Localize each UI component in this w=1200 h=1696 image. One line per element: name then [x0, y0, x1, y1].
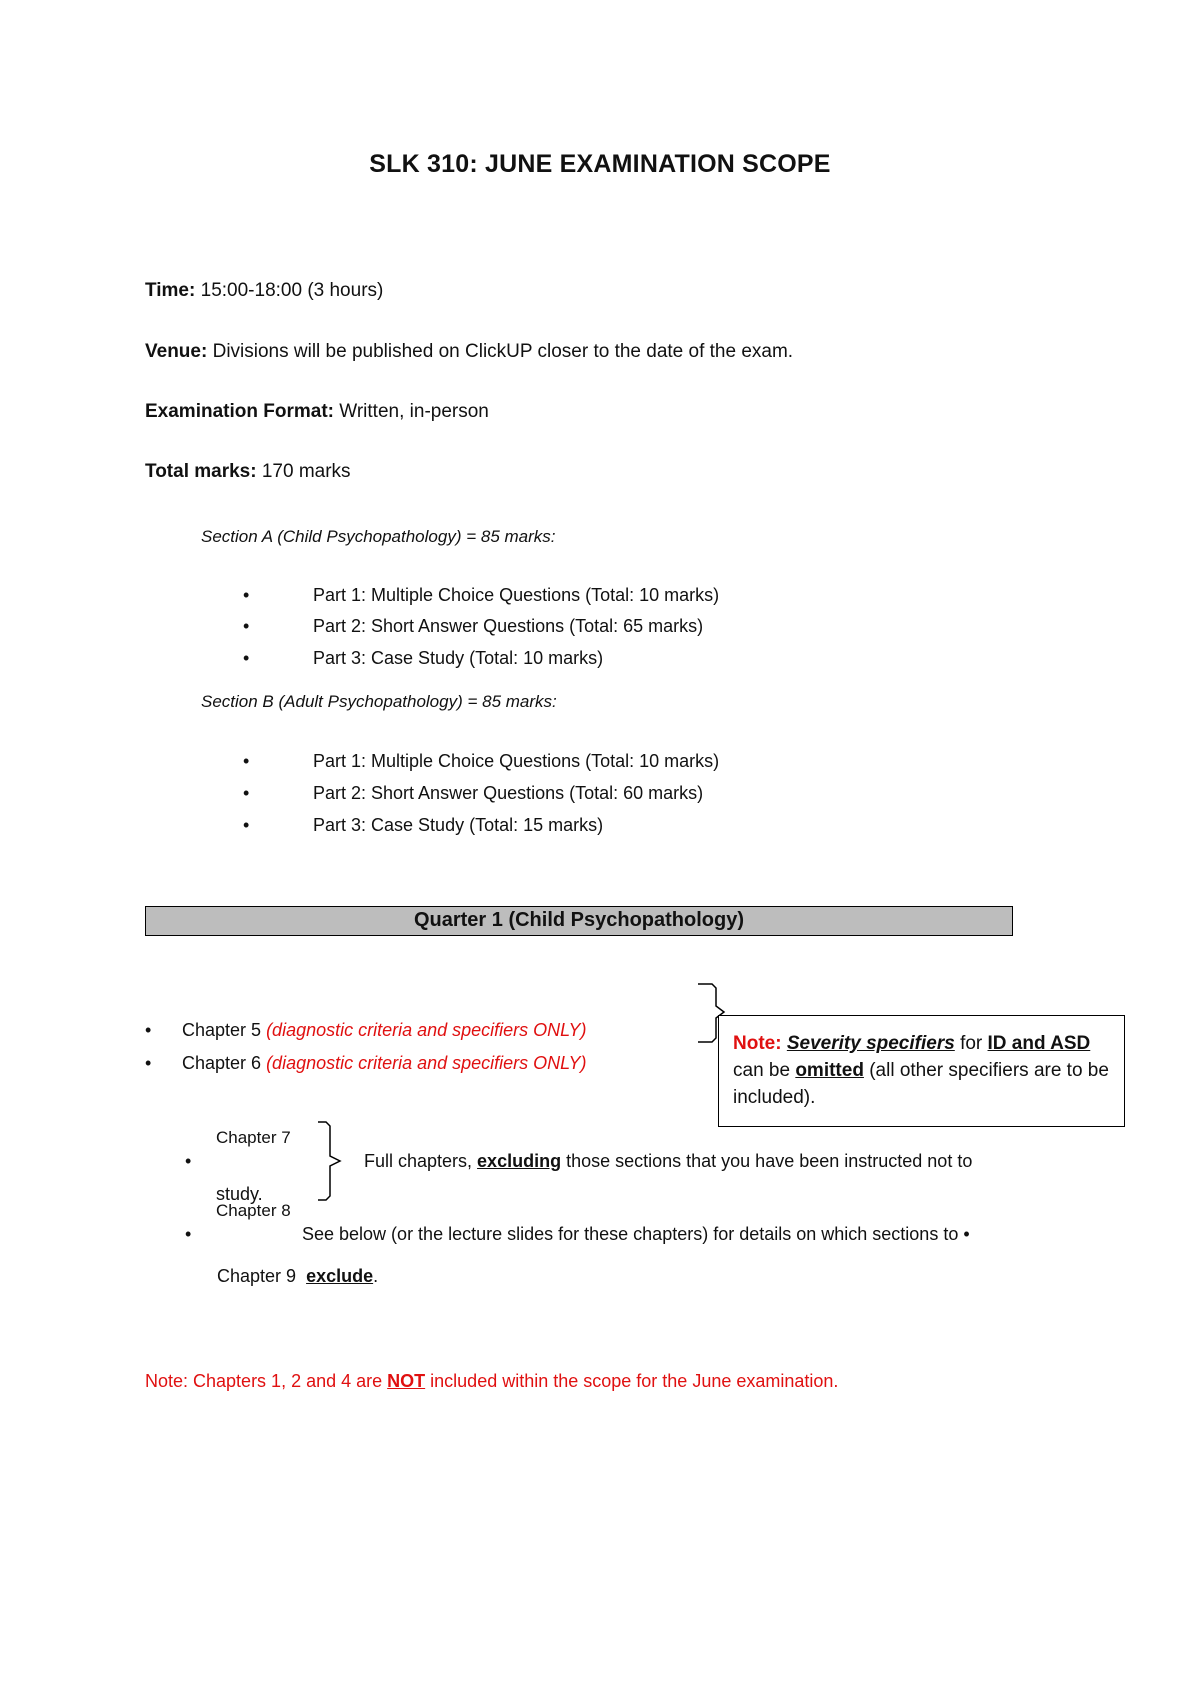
- bottom-note: [145, 1371, 838, 1392]
- omitted-text: omitted: [795, 1060, 864, 1081]
- not-text: NOT: [387, 1371, 426, 1391]
- format-line: [145, 401, 489, 423]
- part-label: Part 2: Short Answer Questions (Total: 60 marks): [313, 783, 704, 803]
- full-chapters-suffix: those sections that you have been instructed not to: [561, 1151, 973, 1171]
- excluding-text: excluding: [477, 1151, 562, 1171]
- section-a-part-3: [243, 648, 603, 669]
- severity-note-box: [718, 1015, 1125, 1127]
- bullet-icon: •: [243, 648, 250, 668]
- note-label: Note:: [733, 1033, 782, 1054]
- bullet-icon: •: [963, 1224, 970, 1244]
- chapter-7-label: Chapter 7: [216, 1128, 291, 1147]
- format-value: Written, in-person: [333, 401, 489, 422]
- part-label: Part 3: Case Study (Total: 10 marks): [313, 648, 604, 668]
- chapter-note: (diagnostic criteria and specifiers ONLY): [266, 1020, 587, 1040]
- chapter-6-item: [145, 1053, 587, 1074]
- can-be-text: can be: [733, 1060, 796, 1081]
- severity-text: Severity specifiers: [786, 1033, 955, 1054]
- section-a-part-2: [243, 616, 703, 637]
- exclude-text: exclude: [306, 1266, 374, 1286]
- for-text: for: [954, 1033, 988, 1054]
- marks-label: Total marks:: [145, 461, 257, 482]
- bullet-icon: •: [185, 1151, 192, 1171]
- bottom-note-suffix: included within the scope for the June examination.: [425, 1371, 839, 1391]
- study-text: study.: [216, 1184, 263, 1204]
- see-below-line: See below (or the lecture slides for these chapters) for details on which sections to: [302, 1224, 959, 1244]
- full-chapters-prefix: Full chapters,: [364, 1151, 478, 1171]
- format-label: Examination Format:: [145, 401, 334, 422]
- chapter-label: Chapter 5: [182, 1020, 267, 1040]
- part-label: Part 3: Case Study (Total: 15 marks): [313, 815, 604, 835]
- time-value: 15:00-18:00 (3 hours): [195, 280, 384, 301]
- time-line: [145, 280, 383, 302]
- part-label: Part 1: Multiple Choice Questions (Total: 10 marks): [313, 751, 720, 771]
- chapter-note: (diagnostic criteria and specifiers ONLY): [266, 1053, 587, 1073]
- marks-value: 170 marks: [256, 461, 351, 482]
- venue-line: [145, 341, 793, 363]
- bullet-icon: •: [243, 751, 250, 771]
- period-text: .: [373, 1266, 379, 1286]
- bottom-note-prefix: Note: Chapters 1, 2 and 4 are: [145, 1371, 388, 1391]
- marks-line: [145, 461, 351, 483]
- time-label: Time:: [145, 280, 196, 301]
- right-brace-icon: [318, 1120, 348, 1202]
- section-a-heading: Section A (Child Psychopathology) = 85 marks:: [201, 527, 556, 546]
- venue-value: Divisions will be published on ClickUP closer to the date of the exam.: [207, 341, 794, 362]
- bullet-icon: •: [145, 1053, 152, 1073]
- quarter-heading-bar: Quarter 1 (Child Psychopathology): [145, 906, 1013, 936]
- see-below-text: [302, 1224, 970, 1245]
- note-rest-text: (all other specifiers are to be included).: [733, 1060, 1109, 1108]
- bullet-icon: •: [243, 616, 250, 636]
- section-b-part-2: [243, 783, 703, 804]
- section-b-heading: Section B (Adult Psychopathology) = 85 marks:: [201, 692, 557, 711]
- bullet-icon: •: [145, 1020, 152, 1040]
- section-b-part-3: [243, 815, 603, 836]
- chapter-label: Chapter 6: [182, 1053, 267, 1073]
- bullet-icon: •: [243, 815, 250, 835]
- full-chapters-text: [364, 1151, 972, 1172]
- section-a-part-1: [243, 585, 719, 606]
- bullet-icon: •: [243, 585, 250, 605]
- bullet-icon: •: [243, 783, 250, 803]
- venue-label: Venue:: [145, 341, 208, 362]
- chapter-9-label: Chapter 9: [217, 1266, 297, 1286]
- chapter-9-line: [217, 1266, 378, 1287]
- chapter-8-label: Chapter 8: [216, 1201, 291, 1220]
- bullet-icon: •: [185, 1224, 192, 1244]
- section-b-part-1: [243, 751, 719, 772]
- id-asd-text: ID and ASD: [987, 1033, 1091, 1054]
- part-label: Part 2: Short Answer Questions (Total: 65 marks): [313, 616, 704, 636]
- page-title: SLK 310: JUNE EXAMINATION SCOPE: [369, 150, 831, 178]
- part-label: Part 1: Multiple Choice Questions (Total: 10 marks): [313, 585, 720, 605]
- chapter-5-item: [145, 1020, 587, 1041]
